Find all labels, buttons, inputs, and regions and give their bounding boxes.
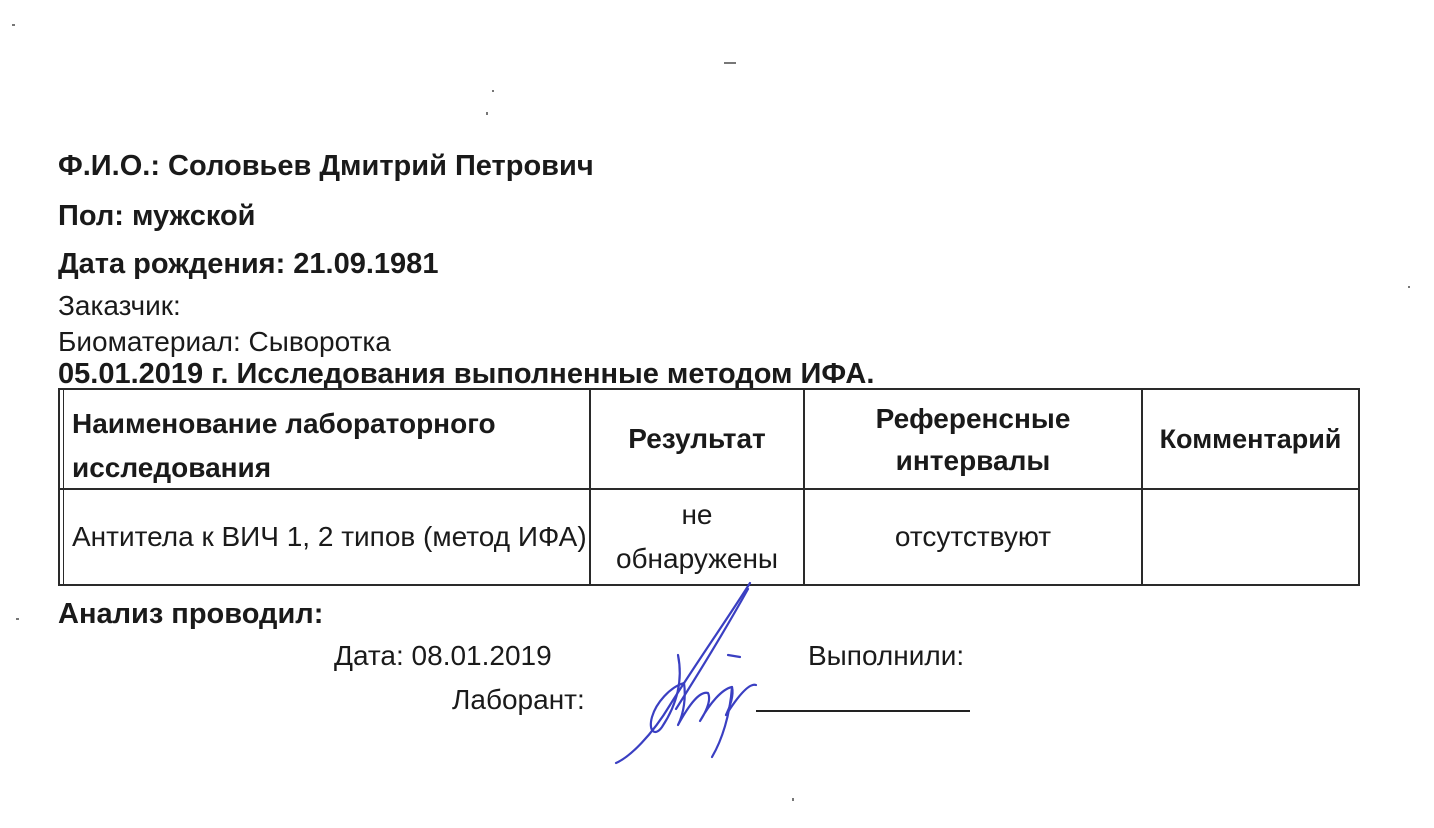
row-reference: отсутствуют [894, 521, 1052, 552]
lab-assistant-label: Лаборант: [452, 684, 585, 715]
study-heading: 05.01.2019 г. Исследования выполненные методом ИФА. [58, 358, 875, 390]
header-test-name: Наименование лабораторного исследования [72, 408, 496, 483]
header-reference: Референсные интервалы [875, 403, 1071, 476]
executed-label: Выполнили: [808, 640, 965, 671]
performed-by-label: Анализ проводил: [58, 598, 324, 630]
results-table [58, 388, 1360, 586]
signature-image [600, 575, 800, 775]
biomaterial-label: Биоматериал: Сыворотка [58, 326, 391, 357]
header-result: Результат [628, 423, 766, 454]
patient-name: Ф.И.О.: Соловьев Дмитрий Петрович [58, 150, 594, 182]
patient-sex: Пол: мужской [58, 200, 256, 232]
date-line: Дата: 08.01.2019 [334, 640, 552, 671]
row-comment [1143, 490, 1358, 584]
header-comment: Комментарий [1159, 424, 1342, 454]
patient-dob: Дата рождения: 21.09.1981 [58, 248, 439, 280]
row-test-name: Антитела к ВИЧ 1, 2 типов (метод ИФА) [72, 521, 587, 552]
customer-label: Заказчик: [58, 290, 181, 321]
row-result: не обнаружены [615, 499, 779, 574]
